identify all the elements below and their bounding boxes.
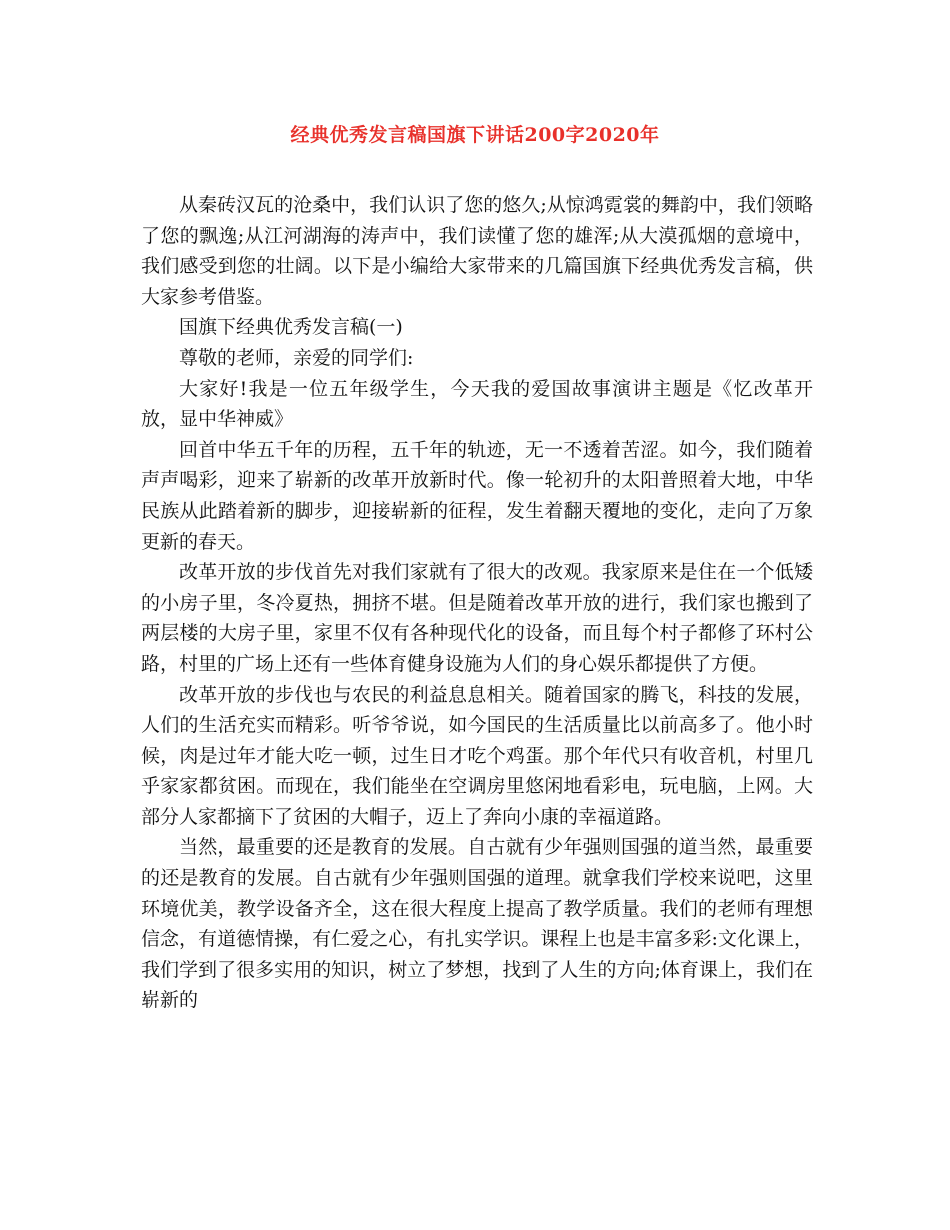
body-paragraph: 大家好!我是一位五年级学生，今天我的爱国故事演讲主题是《忆改革开放，显中华神威》: [141, 377, 813, 431]
document-body: [141, 190, 813, 1016]
body-paragraph: 回首中华五千年的历程，五千年的轨迹，无一不透着苦涩。如今，我们随着声声喝彩，迎来了崭新的改革开放新时代。像一轮初升的太阳普照着大地，中华民族从此踏着新的脚步，迎接崭新的征程，发生着翻天覆地的变化，走向了万象更新的春天。: [141, 438, 813, 553]
body-paragraph: 改革开放的步伐也与农民的利益息息相关。随着国家的腾飞，科技的发展，人们的生活充实而精彩。听爷爷说，如今国民的生活质量比以前高多了。他小时候，肉是过年才能大吃一顿，过生日才吃个鸡蛋。那个年代只有收音机，村里几乎家家都贫困。而现在，我们能坐在空调房里悠闲地看彩电，玩电脑，上网。大部分人家都摘下了贫困的大帽子，迈上了奔向小康的幸福道路。: [141, 683, 813, 828]
body-paragraph: 当然，最重要的还是教育的发展。自古就有少年强则国强的道当然，最重要的还是教育的发展。自古就有少年强则国强的道理。就拿我们学校来说吧，这里环境优美，教学设备齐全，这在很大程度上提高了教学质量。我们的老师有理想信念，有道德情操，有仁爱之心，有扎实学识。课程上也是丰富多彩:文化课上，我们学到了很多实用的知识，树立了梦想，找到了人生的方向;体育课上，我们在崭新的: [141, 836, 813, 1012]
body-paragraph: 改革开放的步伐首先对我们家就有了很大的改观。我家原来是住在一个低矮的小房子里，冬冷夏热，拥挤不堪。但是随着改革开放的进行，我们家也搬到了两层楼的大房子里，家里不仅有各种现代化的设备，而且每个村子都修了环村公路，村里的广场上还有一些体育健身设施为人们的身心娱乐都提供了方便。: [141, 561, 813, 675]
intro-paragraph: 从秦砖汉瓦的沧桑中，我们认识了您的悠久;从惊鸿霓裳的舞韵中，我们领略了您的飘逸;从江河湖海的涛声中，我们读懂了您的雄浑;从大漠孤烟的意境中，我们感受到您的壮阔。以下是小编给大家带来的几篇国旗下经典优秀发言稿，供大家参考借鉴。: [141, 194, 813, 308]
section-heading: 国旗下经典优秀发言稿(一): [179, 316, 403, 339]
salutation: 尊敬的老师，亲爱的同学们:: [179, 346, 414, 369]
document-title: 经典优秀发言稿国旗下讲话200字2020年: [290, 124, 660, 146]
